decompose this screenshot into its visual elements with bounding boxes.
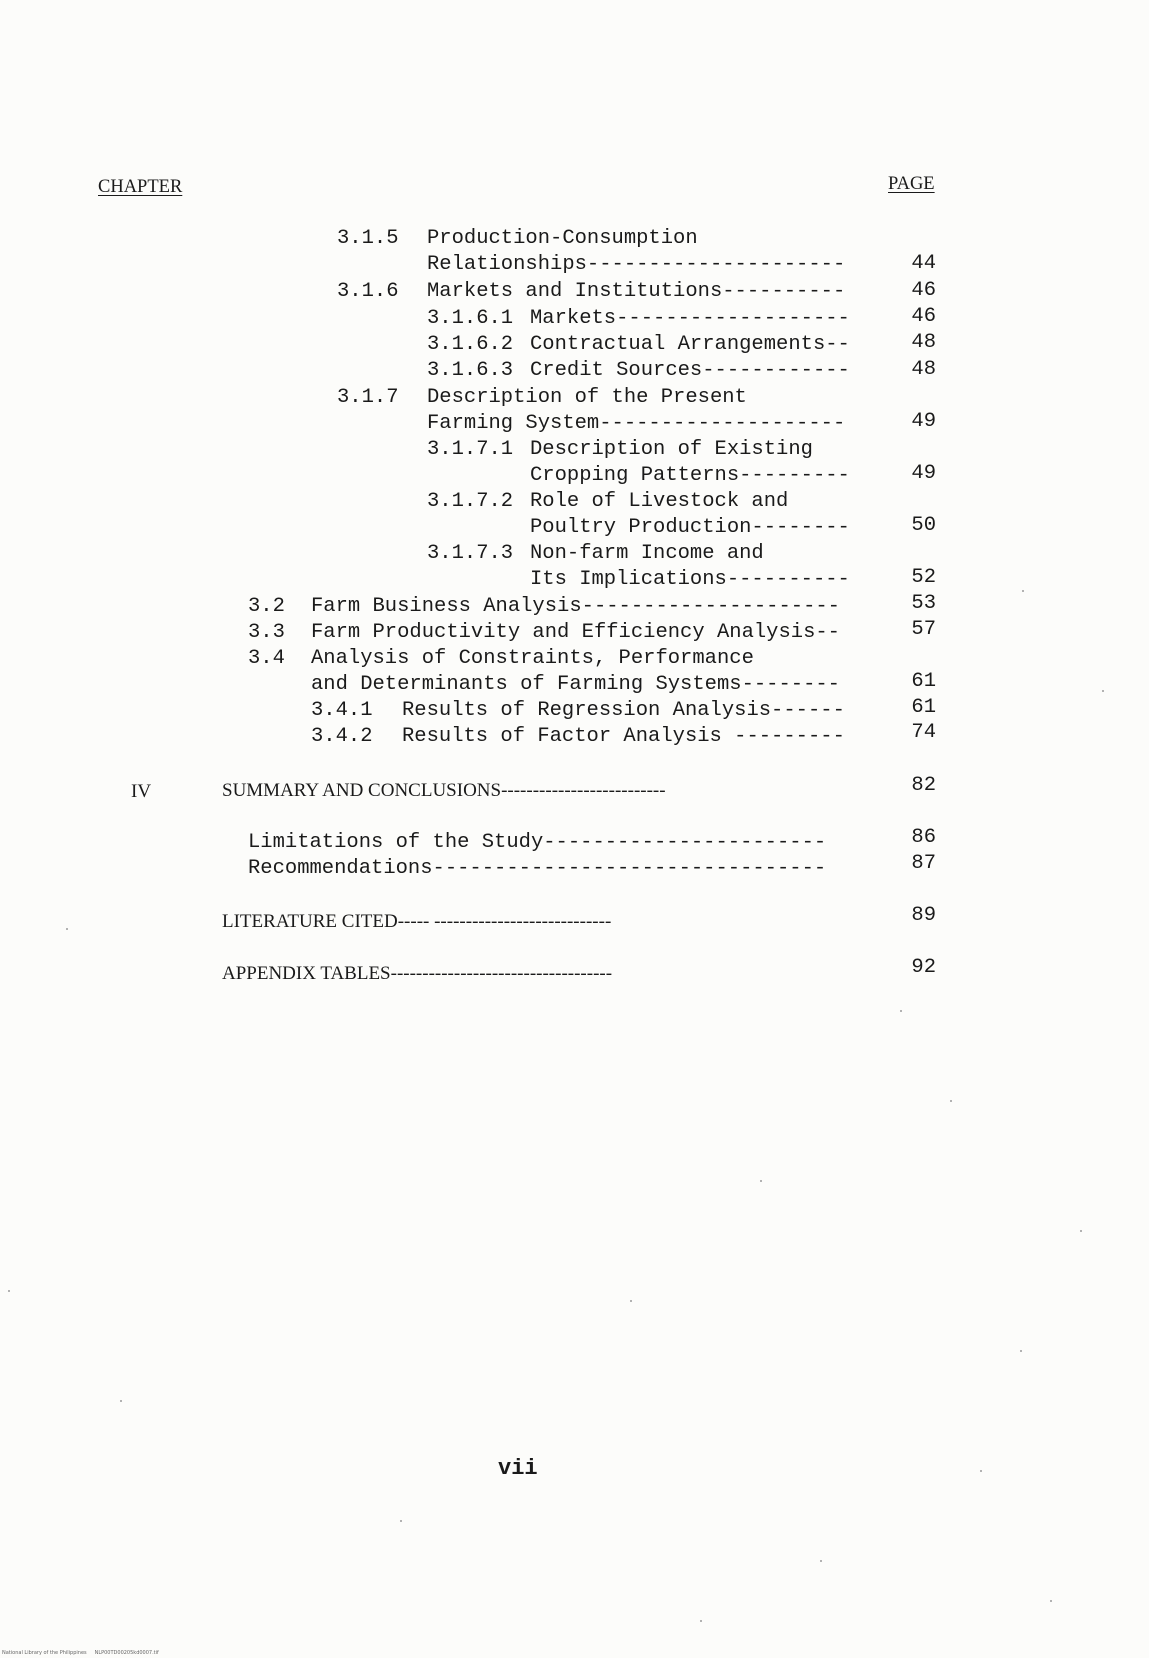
entry-title: Results of Regression Analysis------ <box>402 699 845 722</box>
entry-title: Description of Existing <box>530 438 813 461</box>
entry-title: Production-Consumption <box>427 227 698 250</box>
entry-number: 3.1.6.1 <box>427 307 514 330</box>
entry-page: 44 <box>911 252 936 275</box>
subsection-title: Recommendations-------------------------------- <box>248 857 827 880</box>
entry-page: 49 <box>911 410 936 433</box>
entry-number: 3.4 <box>248 647 285 670</box>
entry-page: 74 <box>911 721 936 744</box>
entry-number: 3.1.7.3 <box>427 542 514 565</box>
entry-title: Relationships--------------------- <box>427 253 846 276</box>
entry-page: 52 <box>911 566 936 589</box>
subsection-page: 87 <box>911 852 936 875</box>
entry-page: 49 <box>911 462 936 485</box>
chapter-numeral: IV <box>131 781 152 802</box>
literature-page: 89 <box>911 904 936 927</box>
entry-title: Analysis of Constraints, Performance <box>311 647 754 670</box>
entry-title: Poultry Production-------- <box>530 516 850 539</box>
entry-number: 3.4.2 <box>311 725 373 748</box>
appendix-page: 92 <box>911 956 936 979</box>
page-header: PAGE <box>888 174 935 194</box>
entry-number: 3.1.6.2 <box>427 333 514 356</box>
entry-title: Role of Livestock and <box>530 490 789 513</box>
entry-title: Non-farm Income and <box>530 542 764 565</box>
scan-footer: National Library of the Philippines NLP00TD00205kd0007.tif <box>2 1650 159 1656</box>
entry-page: 50 <box>911 514 936 537</box>
literature-cited: LITERATURE CITED----- ---------------------------- <box>222 911 612 932</box>
entry-page: 48 <box>911 358 936 381</box>
entry-title: Farm Business Analysis--------------------- <box>311 595 840 618</box>
entry-title: Farming System-------------------- <box>427 412 846 435</box>
chapter-page: 82 <box>911 774 936 797</box>
chapter-title: SUMMARY AND CONCLUSIONS-------------------------- <box>222 780 666 801</box>
entry-title: Description of the Present <box>427 386 747 409</box>
entry-page: 48 <box>911 331 936 354</box>
entry-number: 3.1.6.3 <box>427 359 514 382</box>
entry-page: 46 <box>911 279 936 302</box>
chapter-header: CHAPTER <box>98 177 183 197</box>
entry-number: 3.1.5 <box>337 227 399 250</box>
entry-page: 53 <box>911 592 936 615</box>
appendix-tables: APPENDIX TABLES----------------------------------- <box>222 963 613 984</box>
entry-page: 61 <box>911 670 936 693</box>
entry-number: 3.1.7.2 <box>427 490 514 513</box>
entry-title: Credit Sources------------ <box>530 359 850 382</box>
entry-number: 3.2 <box>248 595 285 618</box>
entry-number: 3.4.1 <box>311 699 373 722</box>
entry-title: Its Implications---------- <box>530 568 850 591</box>
page-number: vii <box>498 1456 538 1481</box>
subsection-page: 86 <box>911 826 936 849</box>
entry-number: 3.1.7 <box>337 386 399 409</box>
entry-title: Results of Factor Analysis --------- <box>402 725 845 748</box>
entry-page: 46 <box>911 305 936 328</box>
entry-title: Cropping Patterns--------- <box>530 464 850 487</box>
entry-number: 3.1.6 <box>337 280 399 303</box>
entry-page: 57 <box>911 618 936 641</box>
subsection-title: Limitations of the Study----------------------- <box>248 831 827 854</box>
entry-title: Farm Productivity and Efficiency Analysis-- <box>311 621 840 644</box>
entry-title: and Determinants of Farming Systems-------- <box>311 673 840 696</box>
entry-title: Markets and Institutions---------- <box>427 280 846 303</box>
entry-title: Markets------------------- <box>530 307 850 330</box>
entry-title: Contractual Arrangements-- <box>530 333 850 356</box>
entry-number: 3.1.7.1 <box>427 438 514 461</box>
entry-page: 61 <box>911 696 936 719</box>
entry-number: 3.3 <box>248 621 285 644</box>
